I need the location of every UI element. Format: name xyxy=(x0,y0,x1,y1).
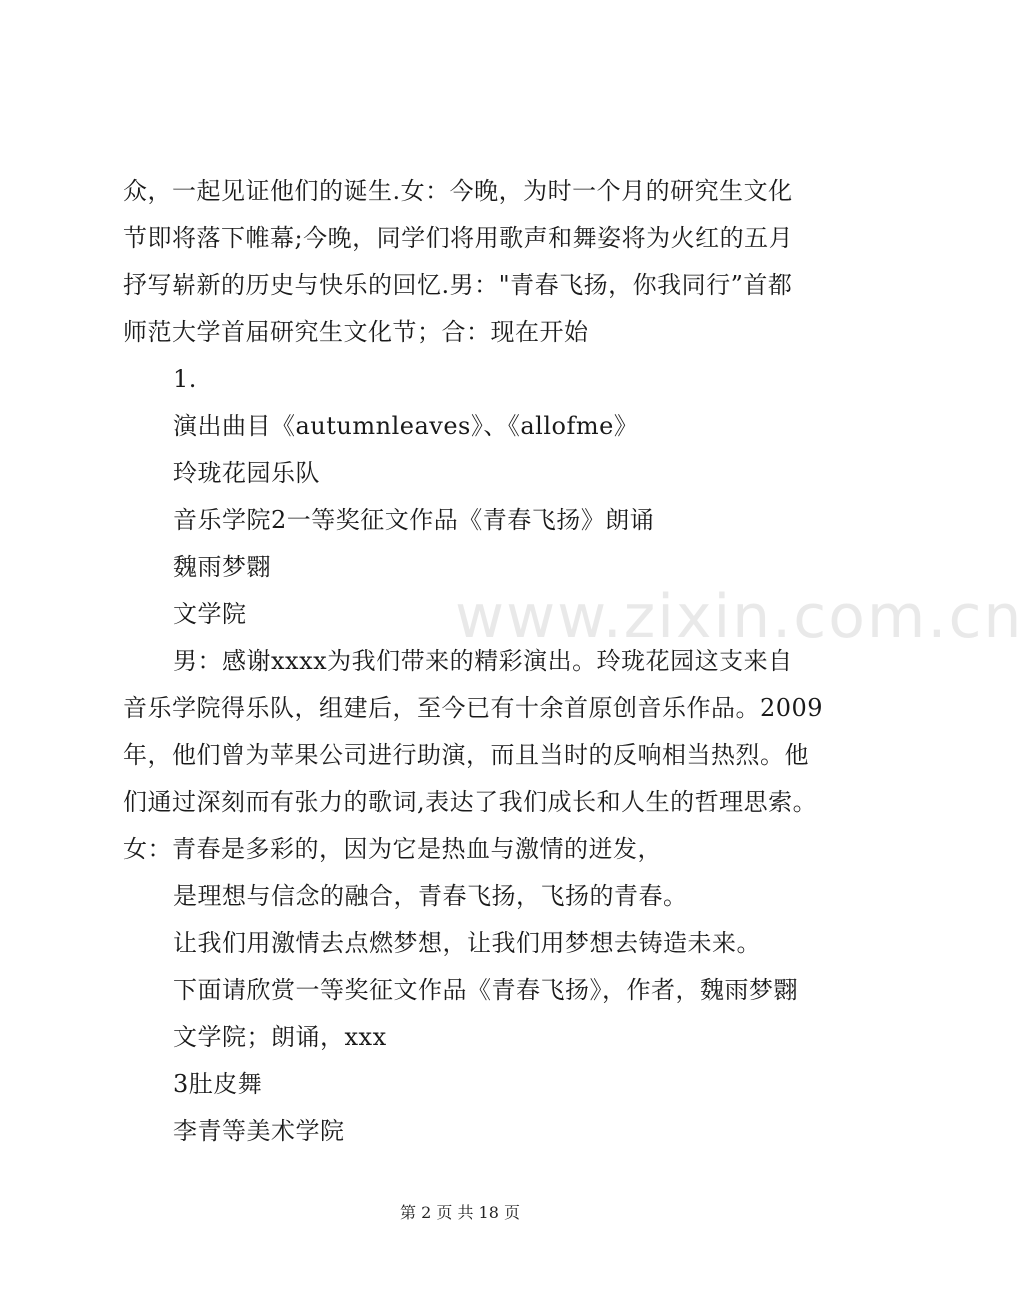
paragraph-line: 文学院 xyxy=(173,600,247,628)
paragraph-line: 师范大学首届研究生文化节；合：现在开始 xyxy=(123,318,589,346)
paragraph-line: 抒写崭新的历史与快乐的回忆.男："青春飞扬，你我同行”首都 xyxy=(123,271,793,299)
paragraph-line: 文学院；朗诵，xxx xyxy=(173,1023,387,1051)
page-footer: 第 2 页 共 18 页 xyxy=(400,1203,520,1222)
paragraph-line: 年，他们曾为苹果公司进行助演，而且当时的反响相当热烈。他 xyxy=(123,741,809,769)
paragraph-line: 男：感谢xxxx为我们带来的精彩演出。玲珑花园这支来自 xyxy=(173,647,793,675)
paragraph-line: 李青等美术学院 xyxy=(173,1117,345,1145)
paragraph-line: 3肚皮舞 xyxy=(173,1070,263,1098)
paragraph-line: 女：青春是多彩的，因为它是热血与激情的迸发， xyxy=(123,835,662,863)
paragraph-line: 是理想与信念的融合，青春飞扬，飞扬的青春。 xyxy=(173,882,688,910)
watermark: www.zixin.com.cn xyxy=(455,582,1023,652)
paragraph-line: 下面请欣赏一等奖征文作品《青春飞扬》，作者，魏雨梦翾 xyxy=(173,976,798,1004)
paragraph-line: 节即将落下帷幕;今晚，同学们将用歌声和舞姿将为火红的五月 xyxy=(123,224,794,252)
paragraph-line: 魏雨梦翾 xyxy=(173,553,271,581)
paragraph-line: 音乐学院2一等奖征文作品《青春飞扬》朗诵 xyxy=(173,506,655,534)
paragraph-line: 众，一起见证他们的诞生.女：今晚，为时一个月的研究生文化 xyxy=(123,177,793,205)
paragraph-line: 1. xyxy=(173,365,197,393)
paragraph-line: 玲珑花园乐队 xyxy=(173,459,320,487)
document-body xyxy=(123,168,823,1155)
paragraph-line: 们通过深刻而有张力的歌词,表达了我们成长和人生的哲理思索。 xyxy=(123,788,818,816)
paragraph-line: 演出曲目《autumnleaves》、《allofme》 xyxy=(173,412,639,440)
paragraph-line: 让我们用激情去点燃梦想，让我们用梦想去铸造未来。 xyxy=(173,929,761,957)
paragraph-line: 音乐学院得乐队，组建后，至今已有十余首原创音乐作品。2009 xyxy=(123,694,824,722)
